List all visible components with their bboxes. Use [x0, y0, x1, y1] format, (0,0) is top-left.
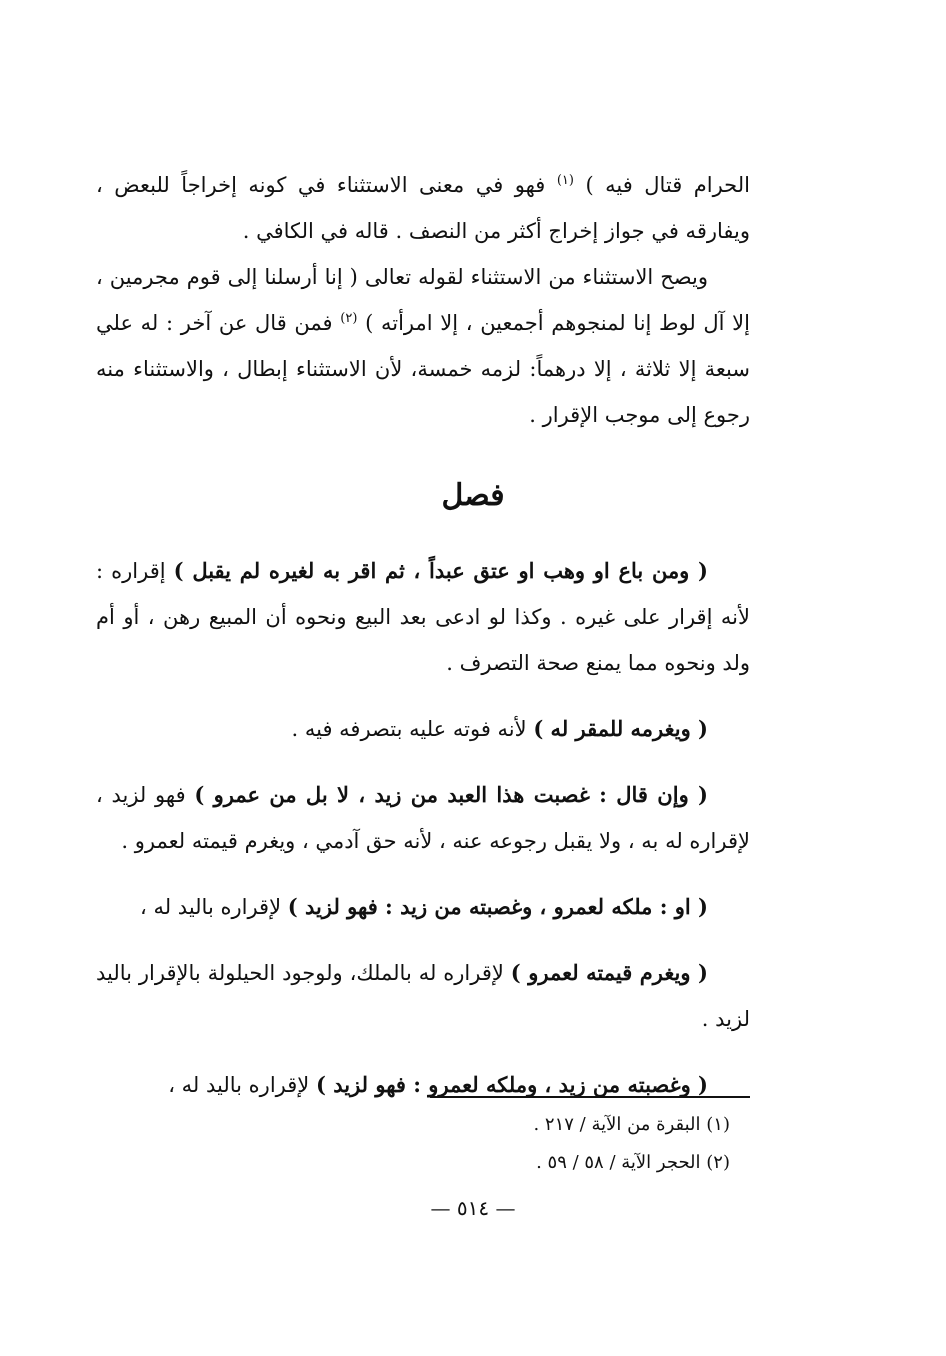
- matn-text: ( او : ملكه لعمرو ، وغصبته من زيد : فهو لزيد ): [287, 894, 708, 919]
- matn-text: ( ومن باع او وهب او عتق عبداً ، ثم اقر به لغيره لم يقبل ): [173, 558, 708, 583]
- footnote-1: (١) البقرة من الآية / ٢١٧ .: [533, 1114, 730, 1135]
- page-number: — ٥١٤ —: [430, 1196, 516, 1220]
- sharh-text: إقراره : لأنه إقرار على غيره . وكذا لو ادعى بعد البيع ونحوه أن المبيع رهن ، أو أم ولد ونحوه مما يمنع صحة التصرف .: [96, 559, 750, 675]
- section-heading: فصل: [441, 478, 505, 513]
- sharh-text: فهو لزيد ، لإقراره له به ، ولا يقبل رجوعه عنه ، لأنه حق آدمي ، ويغرم قيمته لعمرو .: [96, 783, 750, 853]
- footnote-divider: [430, 1096, 750, 1098]
- section-paragraph-4: [96, 884, 750, 930]
- footnote-ref-1: (١): [556, 173, 574, 188]
- sharh-text: لأنه فوته عليه بتصرفه فيه .: [291, 717, 527, 741]
- intro-paragraph: [96, 162, 750, 254]
- verse-conclusion: فمن قال عن آخر : له علي سبعة إلا ثلاثة ، إلا درهماً: لزمه خمسة، لأن الاستثناء إبطال ، والاستثناء منه رجوع إلى موجب الإقرار .: [96, 311, 750, 427]
- section-paragraph-6: [96, 1062, 750, 1108]
- section-paragraph-3: [96, 772, 750, 864]
- intro-block: [96, 162, 750, 438]
- matn-text: ( وغصبته من زيد ، وملكه لعمرو : فهو لزيد ): [315, 1072, 708, 1097]
- sharh-text: لإقراره باليد له ،: [168, 1073, 310, 1097]
- quran-quote: الحرام قتال فيه ): [585, 173, 750, 197]
- matn-text: ( ويغرم قيمته لعمرو ): [510, 960, 708, 985]
- footnote-2: (٢) الحجر الآية / ٥٨ / ٥٩ .: [536, 1152, 730, 1173]
- sharh-text: لإقراره له بالملك، ولوجود الحيلولة بالإقرار باليد لزيد .: [96, 961, 750, 1031]
- footnote-ref-2: (٢): [340, 311, 358, 326]
- footnotes: [430, 1106, 730, 1182]
- section-paragraph-5: [96, 950, 750, 1042]
- intro-text: فهو في معنى الاستثناء في كونه إخراجاً للبعض ، ويفارقه في جواز إخراج أكثر من النصف . قاله في الكافي .: [96, 173, 750, 243]
- section-paragraph-2: [96, 706, 750, 752]
- verse-paragraph: [96, 254, 750, 438]
- sharh-text: لإقراره باليد له ،: [140, 895, 282, 919]
- matn-text: ( ويغرمه للمقر له ): [533, 716, 708, 741]
- matn-text: ( وإن قال : غصبت هذا العبد من زيد ، لا بل من عمرو ): [194, 782, 708, 807]
- section-paragraph-1: [96, 548, 750, 686]
- sections-block: [96, 548, 750, 1108]
- verse-text: ويصح الاستثناء من الاستثناء لقوله تعالى ( إنا أرسلنا إلى قوم مجرمين ، إلا آل لوط إنا لمنجوهم أجمعين ، إلا امرأته ): [96, 265, 750, 335]
